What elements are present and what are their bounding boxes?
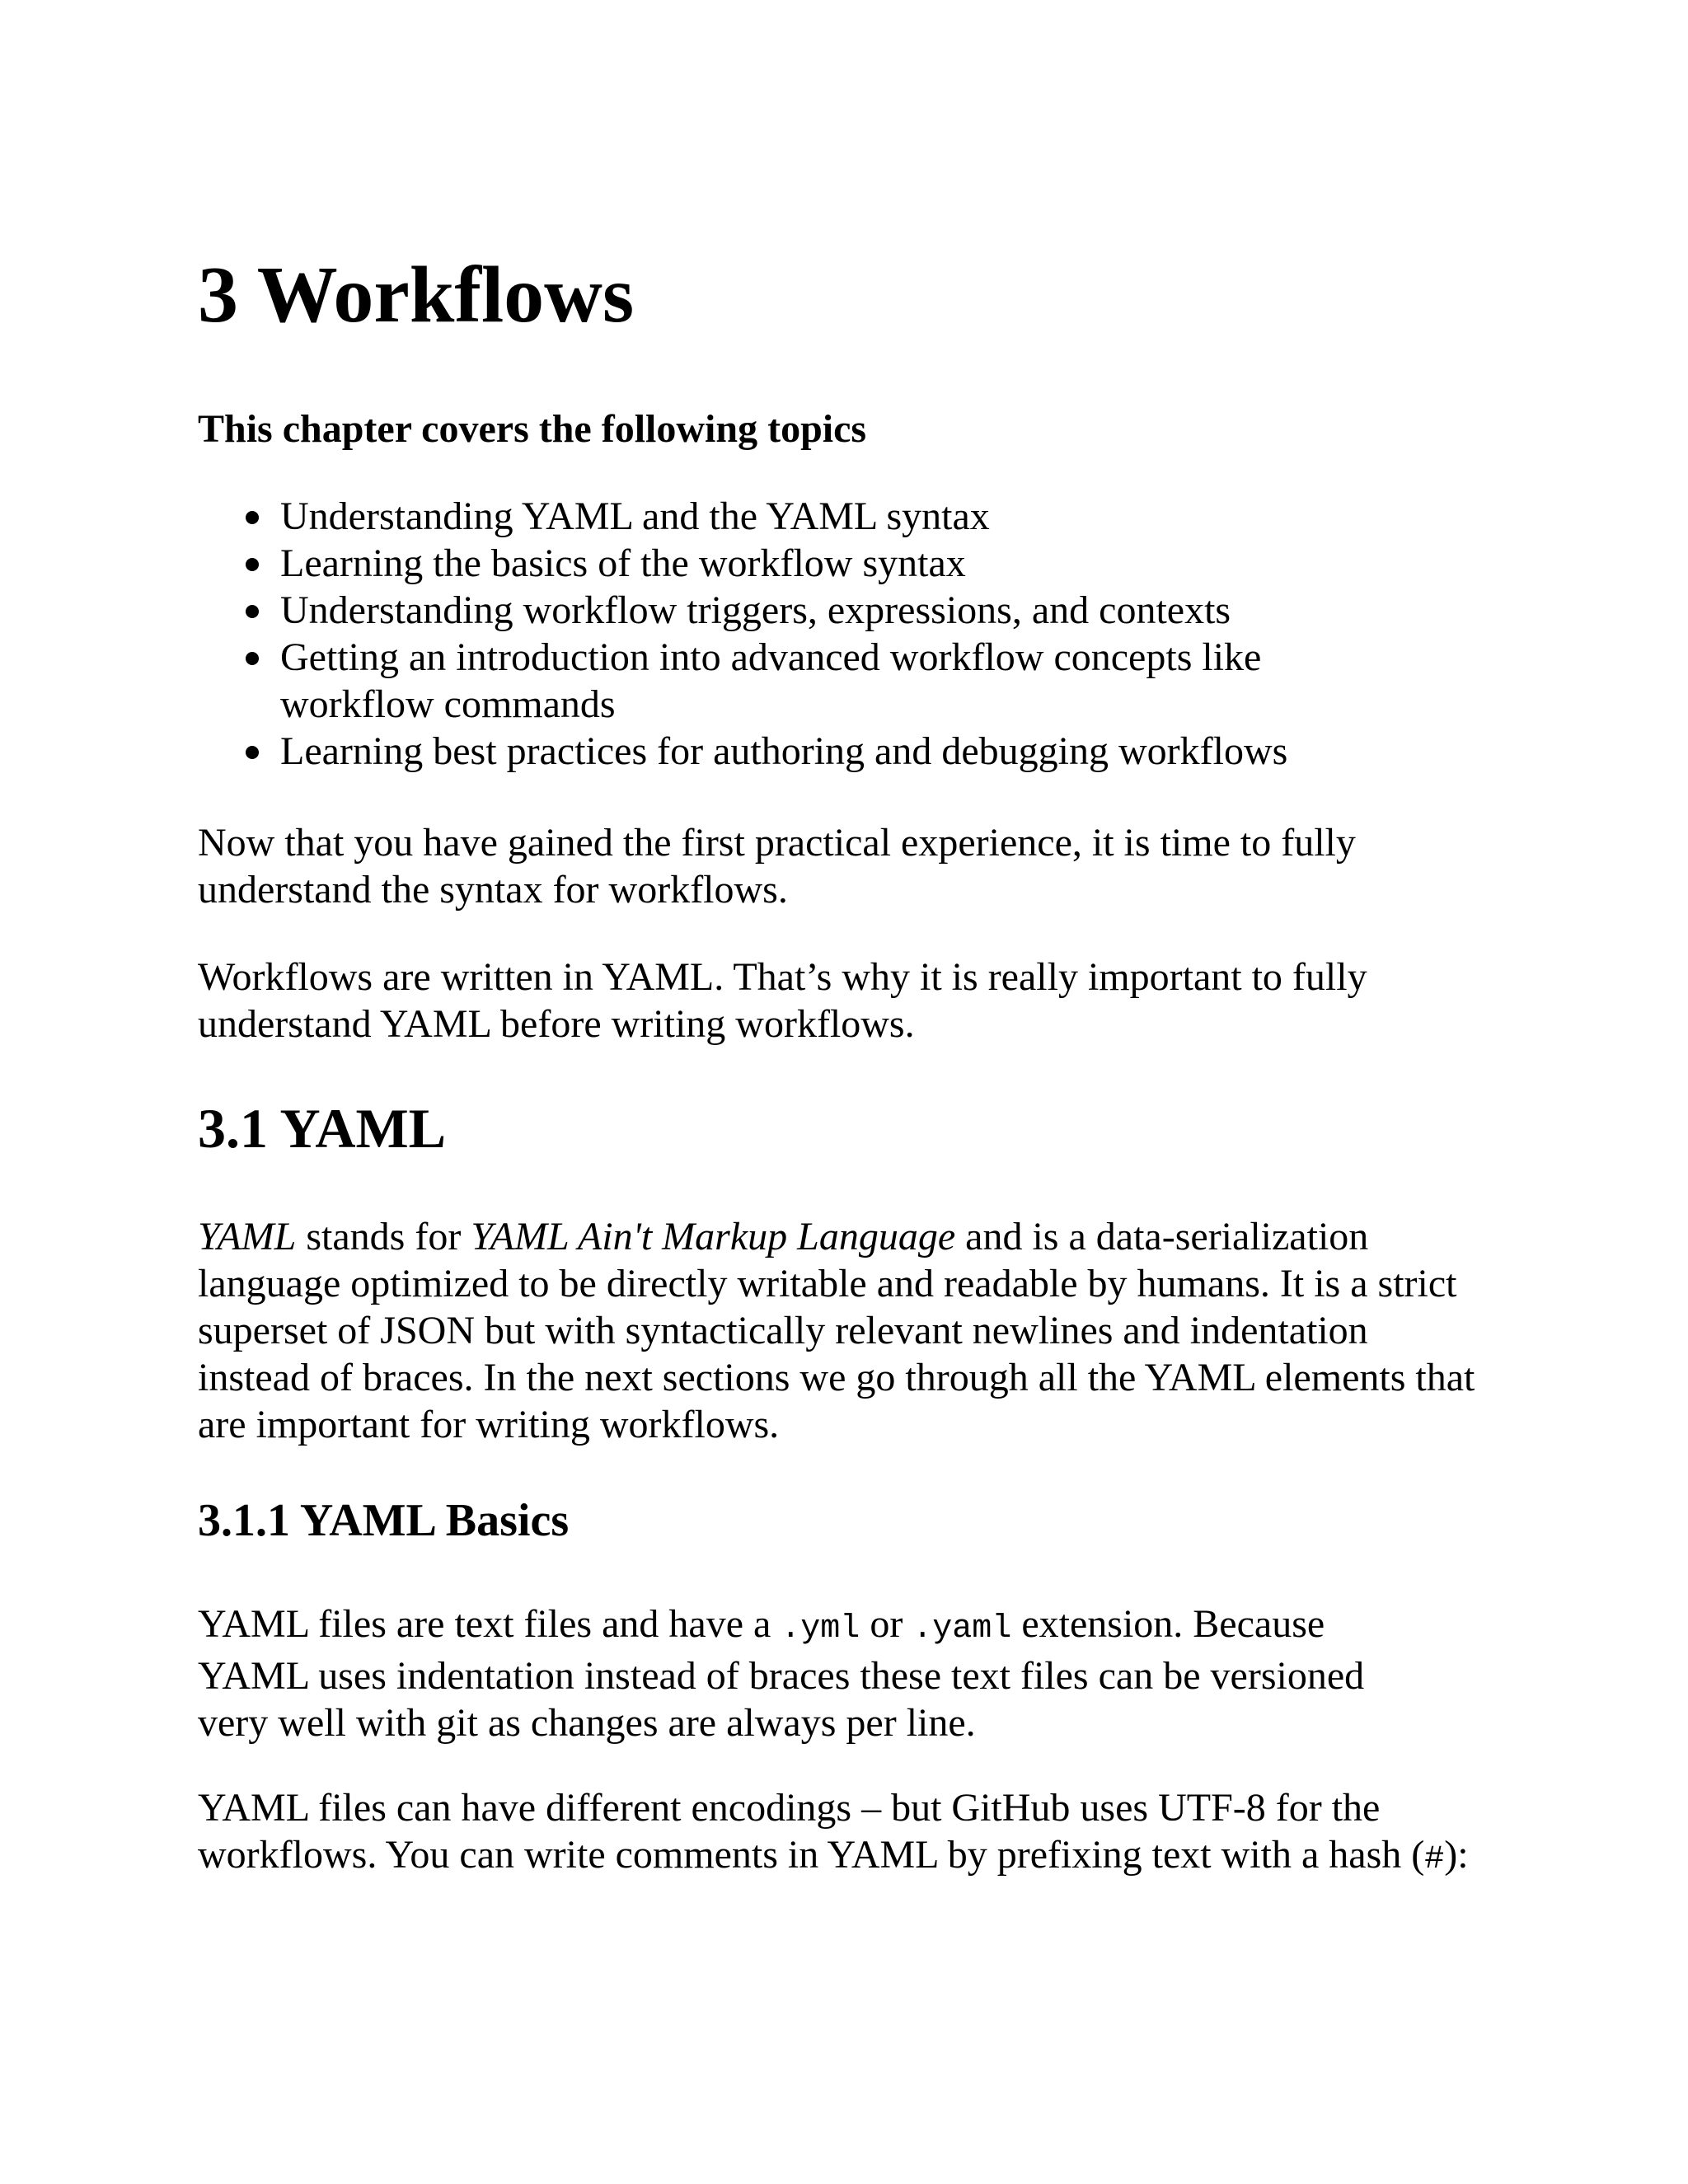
list-item: Getting an introduction into advanced workflow concepts like workflow commands <box>280 634 1599 728</box>
bullet-icon <box>246 558 259 571</box>
intro-paragraph-1: Now that you have gained the first practical experience, it is time to fully understand the syntax for workflows. <box>198 821 1356 912</box>
bullet-icon <box>246 511 259 524</box>
list-item: Learning the basics of the workflow syntax <box>280 540 1599 587</box>
yml-extension-code: .yml <box>781 1610 860 1647</box>
bullet-icon <box>246 746 259 759</box>
list-item: Understanding YAML and the YAML syntax <box>280 493 1599 540</box>
yaml-term: YAML <box>198 1215 297 1258</box>
chapter-title: 3 Workflows <box>198 251 635 340</box>
yaml-extension-code: .yaml <box>912 1610 1012 1647</box>
intro-paragraph-2: Workflows are written in YAML. That’s why it is really important to fully understand YAML before writing workflows. <box>198 955 1367 1046</box>
topic-list <box>198 493 1599 775</box>
basics-paragraph-2: YAML files can have different encodings – but GitHub uses UTF-8 for the workflows. You can write comments in YAML by prefixing text with a hash (#): <box>198 1786 1469 1878</box>
basics-paragraph-1: YAML files are text files and have a .yml or .yaml extension. Because YAML uses indentation instead of braces these text files can be versioned very well with git as changes are always per line. <box>198 1602 1365 1745</box>
bullet-icon <box>246 605 259 618</box>
topics-heading: This chapter covers the following topics <box>198 407 867 451</box>
section-heading-3-1-1: 3.1.1 YAML Basics <box>198 1495 570 1546</box>
section-3-1-paragraph: YAML stands for YAML Ain't Markup Language and is a data-serialization language optimized to be directly writable and readable by humans. It is a strict superset of JSON but with syntactically relevant newlines and indentation instead of braces. In the next sections we go through all the YAML elements that are important for writing workflows. <box>198 1215 1475 1446</box>
section-heading-3-1: 3.1 YAML <box>198 1097 446 1160</box>
yaml-expansion: YAML Ain't Markup Language <box>471 1215 956 1258</box>
list-item: Learning best practices for authoring and debugging workflows <box>280 728 1599 775</box>
list-item: Understanding workflow triggers, expressions, and contexts <box>280 587 1599 634</box>
bullet-icon <box>246 652 259 665</box>
hash-code: # <box>1424 1841 1445 1878</box>
